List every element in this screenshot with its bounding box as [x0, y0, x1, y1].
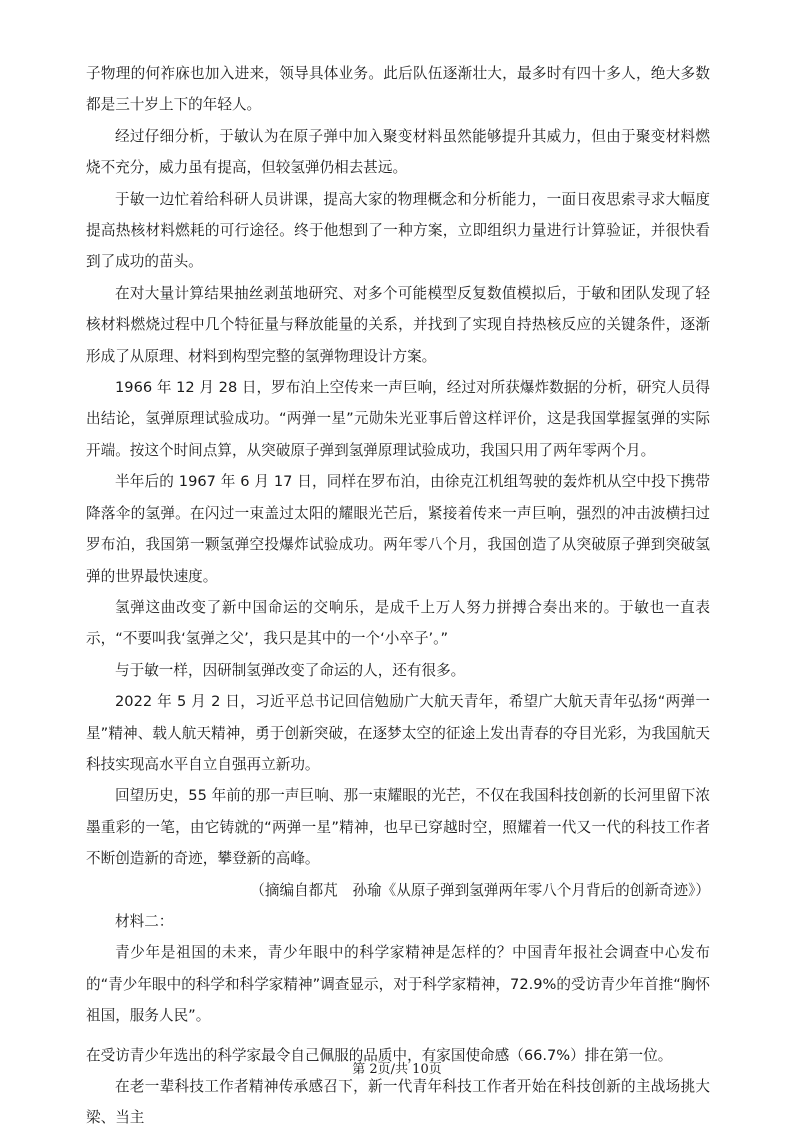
article-body — [86, 58, 710, 1134]
paragraph-6: 半年后的 1967 年 6 月 17 日，同样在罗布泊，由徐克江机组驾驶的轰炸机从空中投下携带降落伞的氢弹。在闪过一束盖过太阳的耀眼光芒后，紧接着传来一声巨响，强烈的冲击波横扫过罗布泊，我国第一颗氢弹空投爆炸试验成功。两年零八个月，我国创造了从突破原子弹到突破氢弹的世界最快速度。 — [86, 473, 710, 585]
material-two-paragraph-3: 在老一辈科技工作者精神传承感召下，新一代青年科技工作者开始在科技创新的主战场挑大梁、当主 — [86, 1078, 710, 1127]
material-two-paragraph-1: 青少年是祖国的未来，青少年眼中的科学家精神是怎样的？中国青年报社会调查中心发布的“青少年眼中的科学和科学家精神”调查显示，对于科学家精神，72.9%的受访青少年首推“胸怀祖国，服务人民”。 — [86, 944, 710, 1025]
paragraph-5: 1966 年 12 月 28 日，罗布泊上空传来一声巨响，经过对所获爆炸数据的分析，研究人员得出结论，氢弹原理试验成功。“两弹一星”元勋朱光亚事后曾这样评价，这是我国掌握氢弹的实际开端。按这个时间点算，从突破原子弹到氢弹原理试验成功，我国只用了两年零两个月。 — [86, 379, 710, 459]
page-number-footer: 第 2页/共 10页 — [352, 1062, 442, 1077]
paragraph-8: 与于敏一样，因研制氢弹改变了命运的人，还有很多。 — [115, 661, 466, 679]
paragraph-2: 经过仔细分析，于敏认为在原子弹中加入聚变材料虽然能够提升其威力，但由于聚变材料燃烧不充分，威力虽有提高，但较氢弹仍相去甚远。 — [86, 127, 710, 177]
paragraph-4: 在对大量计算结果抽丝剥茧地研究、对多个可能模型反复数值模拟后，于敏和团队发现了轻核材料燃烧过程中几个特征量与释放能量的关系，并找到了实现自持热核反应的关键条件，逐渐形成了从原理、材料到构型完整的氢弹物理设计方案。 — [86, 284, 710, 365]
paragraph-7: 氢弹这曲改变了新中国命运的交响乐，是成千上万人努力拼搏合奏出来的。于敏也一直表示，“不要叫我‘氢弹之父’，我只是其中的一个‘小卒子’。” — [86, 598, 710, 648]
paragraph-1: 子物理的何祚庥也加入进来，领导具体业务。此后队伍逐渐壮大，最多时有四十多人，绝大多数都是三十岁上下的年轻人。 — [86, 65, 710, 114]
source-citation: （摘编自都芃 孙瑜《从原子弹到氢弹两年零八个月背后的创新奇迹》） — [250, 881, 710, 899]
material-two-paragraph-2: 在受访青少年选出的科学家最令自己佩服的品质中，有家国使命感（66.7%）排在第一位。 — [86, 1046, 673, 1064]
material-two-heading: 材料二： — [115, 912, 174, 930]
paragraph-3: 于敏一边忙着给科研人员讲课，提高大家的物理概念和分析能力，一面日夜思索寻求大幅度提高热核材料燃耗的可行途径。终于他想到了一种方案，立即组织力量进行计算验证，并很快看到了成功的苗头。 — [86, 190, 710, 271]
paragraph-10: 回望历史，55 年前的那一声巨响、那一束耀眼的光芒，不仅在我国科技创新的长河里留下浓墨重彩的一笔，由它铸就的“两弹一星”精神，也早已穿越时空，照耀着一代又一代的科技工作者不断创造新的奇迹，攀登新的高峰。 — [86, 787, 710, 868]
paragraph-9: 2022 年 5 月 2 日，习近平总书记回信勉励广大航天青年，希望广大航天青年弘扬“两弹一星”精神、载人航天精神，勇于创新突破，在逐梦太空的征途上发出青春的夺目光彩，为我国航天科技实现高水平自立自强再立新功。 — [86, 693, 710, 773]
